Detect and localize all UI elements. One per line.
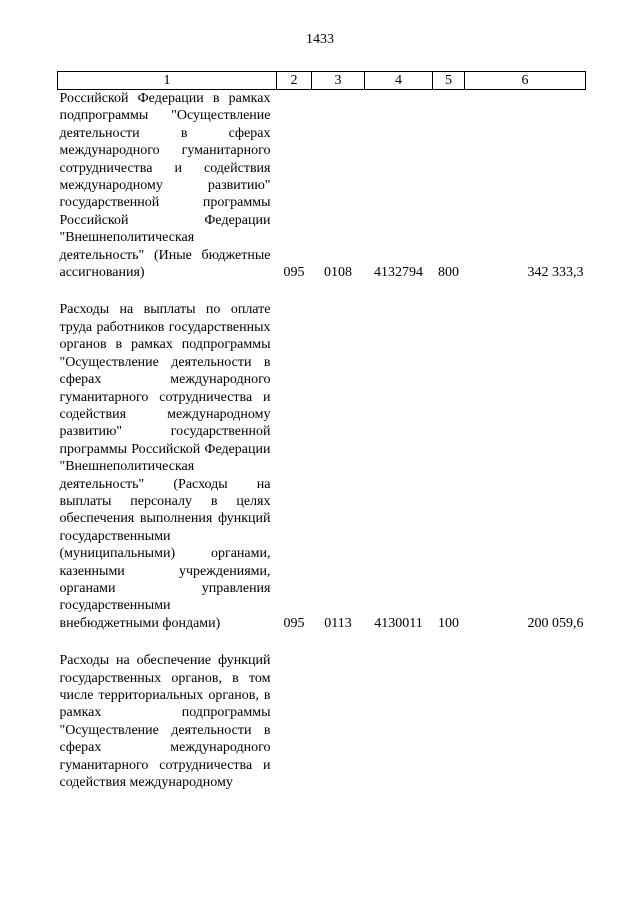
row-amount: 342 333,3	[527, 265, 584, 281]
table-header-row	[58, 72, 586, 90]
row-section-code: 0113	[324, 615, 352, 631]
row-expense-type: 100	[438, 615, 459, 631]
column-header-4: 4	[365, 72, 433, 90]
row-section-code: 0108	[324, 265, 352, 281]
row-spacer	[58, 281, 586, 301]
row-description: Расходы на обеспечение функций государственных органов, в том числе территориальных органов, в рамках подпрограммы "Осуществление деятельности в сферах международного гуманитарного сотрудничества и содействия международному	[59, 653, 271, 791]
column-header-3: 3	[312, 72, 365, 90]
row-description: Российской Федерации в рамках подпрограммы "Осуществление деятельности в сферах международного гуманитарного сотрудничества и содействия международному развитию" государственной программы Российской Федерации "Внешнеполитическая деятельность" (Иные бюджетные ассигнования)	[59, 91, 271, 281]
column-header-1: 1	[58, 72, 277, 90]
row-target-code	[365, 652, 433, 791]
row-ministry-code	[277, 652, 312, 791]
row-description: Расходы на выплаты по оплате труда работников государственных органов в рамках подпрограммы "Осуществление деятельности в сферах международного гуманитарного сотрудничества и содействия международному развитию" государственной программы Российской Федерации "Внешнеполитическая деятельность" (Расходы на выплаты персоналу в целях обеспечения выполнения функций государственными (муниципальными) органами, казенными учреждениями, органами управления государственными внебюджетными фондами)	[59, 302, 271, 631]
budget-table	[57, 71, 586, 791]
row-expense-type	[433, 652, 465, 791]
row-target-code: 4132794	[374, 265, 423, 281]
row-ministry-code: 095	[283, 615, 305, 631]
column-header-6: 6	[465, 72, 586, 90]
page-number: 1433	[306, 32, 334, 47]
row-expense-type: 800	[438, 265, 459, 281]
row-section-code	[312, 652, 365, 791]
table-row	[58, 301, 586, 632]
table-row	[58, 652, 586, 791]
row-amount: 200 059,6	[527, 615, 584, 631]
row-ministry-code: 095	[283, 265, 305, 281]
row-spacer	[58, 632, 586, 652]
column-header-2: 2	[277, 72, 312, 90]
row-amount	[465, 652, 586, 791]
table-row	[58, 90, 586, 282]
row-target-code: 4130011	[374, 615, 423, 631]
column-header-5: 5	[433, 72, 465, 90]
